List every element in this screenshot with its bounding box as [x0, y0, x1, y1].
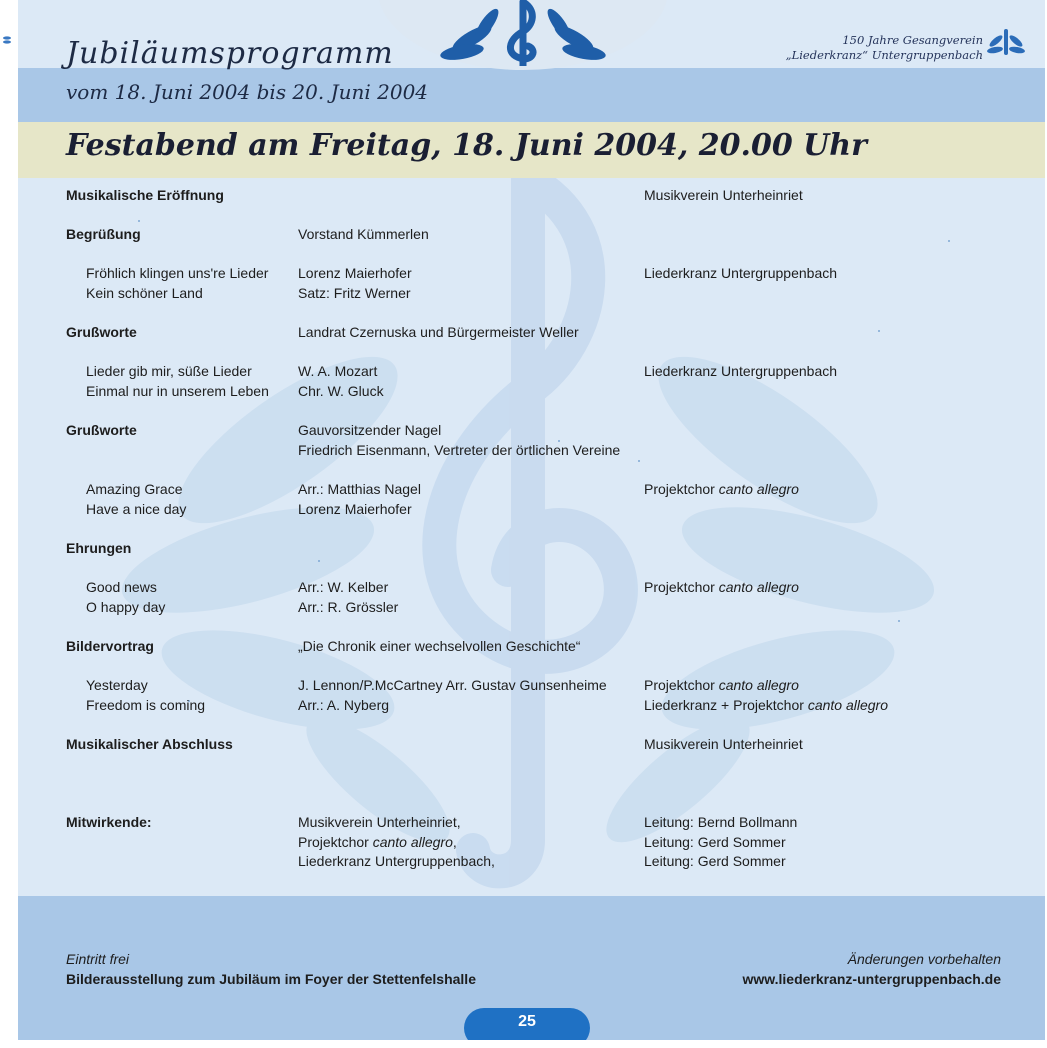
association-name	[786, 33, 983, 63]
program-detail: Arr.: R. Grössler	[298, 598, 399, 615]
program-performer: Liederkranz Untergruppenbach	[644, 363, 838, 379]
participants-label: Mitwirkende:	[66, 814, 152, 830]
program-item: Good news	[86, 579, 157, 595]
program-detail: Landrat Czernuska und Bürgermeister Weller	[298, 324, 579, 340]
association-line-2: „Liederkranz“ Untergruppenbach	[785, 48, 983, 62]
admission-note: Eintritt frei	[66, 951, 130, 967]
association-line-1: 150 Jahre Gesangverein	[842, 33, 983, 47]
program-item: Grußworte	[66, 422, 137, 438]
program-item: Fröhlich klingen uns're Lieder	[86, 265, 269, 281]
program-detail: Lorenz Maierhofer	[298, 500, 412, 517]
program-detail: Chr. W. Gluck	[298, 382, 384, 399]
participant-choir-name: canto allegro	[372, 833, 453, 850]
performer-name: Liederkranz + Projektchor	[644, 696, 808, 713]
performer-choir-name: canto allegro	[807, 696, 888, 713]
performer-choir-name: canto allegro	[718, 481, 799, 497]
program-detail: Arr.: Matthias Nagel	[298, 481, 421, 497]
program-performer	[644, 676, 799, 696]
program-detail: Arr.: W. Kelber	[298, 579, 389, 595]
treble-clef-watermark-icon	[78, 140, 978, 900]
website-link[interactable]: www.liederkranz-untergruppenbach.de	[742, 970, 1001, 987]
program-dates: vom 18. Juni 2004 bis 20. Juni 2004	[66, 80, 429, 104]
footer-right	[742, 950, 1001, 989]
program-page	[18, 0, 1045, 1040]
program-detail: Lorenz Maierhofer	[298, 265, 412, 281]
performer-name: Projektchor	[644, 481, 719, 497]
program-detail: Vorstand Kümmerlen	[298, 226, 429, 242]
program-item: Yesterday	[86, 677, 148, 693]
program-item: Einmal nur in unserem Leben	[86, 382, 269, 399]
program-item: Freedom is coming	[86, 696, 206, 713]
event-title: Festabend am Freitag, 18. Juni 2004, 20.00 Uhr	[66, 128, 867, 163]
program-detail: Satz: Fritz Werner	[298, 284, 411, 301]
changes-note: Änderungen vorbehalten	[847, 951, 1001, 967]
program-item: O happy day	[86, 598, 166, 615]
program-item: Musikalische Eröffnung	[66, 187, 224, 203]
performer-name: Projektchor	[644, 677, 719, 693]
program-item: Ehrungen	[66, 540, 132, 556]
laurel-edge-icon	[2, 34, 12, 46]
program-item: Musikalischer Abschluss	[66, 736, 233, 752]
program-performer	[644, 480, 799, 500]
participant-leader: Leitung: Gerd Sommer	[644, 853, 786, 869]
program-item: Grußworte	[66, 324, 137, 340]
speck	[898, 620, 900, 622]
program-performer: Liederkranz Untergruppenbach	[644, 265, 838, 281]
program-detail: J. Lennon/P.McCartney Arr. Gustav Gunsenheime	[298, 677, 607, 693]
speck	[138, 220, 140, 222]
page-number-badge: 25	[464, 1008, 590, 1040]
program-item: Bildervortrag	[66, 638, 154, 654]
speck	[318, 560, 320, 562]
participant-name: Musikverein Unterheinriet,	[298, 814, 461, 830]
participant-name-part: ,	[452, 833, 457, 850]
program-item: Amazing Grace	[86, 481, 183, 497]
program-performer: Musikverein Unterheinriet	[644, 736, 803, 752]
program-item: Have a nice day	[86, 500, 187, 517]
treble-clef-laurel-icon	[432, 0, 614, 66]
program-detail: Gauvorsitzender Nagel	[298, 422, 442, 438]
program-item: Kein schöner Land	[86, 284, 203, 301]
program-detail: W. A. Mozart	[298, 363, 378, 379]
program-item: Begrüßung	[66, 226, 141, 242]
laurel-emblem-icon	[987, 25, 1025, 59]
program-performer	[644, 696, 888, 716]
performer-name: Projektchor	[644, 579, 719, 595]
footer-left	[66, 950, 476, 989]
program-title: Jubiläumsprogramm	[66, 36, 394, 71]
program-detail: Friedrich Eisenmann, Vertreter der örtlichen Vereine	[298, 441, 621, 458]
speck	[638, 460, 640, 462]
exhibition-note: Bilderausstellung zum Jubiläum im Foyer der Stettenfelshalle	[66, 970, 476, 987]
program-item: Lieder gib mir, süße Lieder	[86, 363, 252, 379]
program-performer: Musikverein Unterheinriet	[644, 187, 803, 203]
program-detail: „Die Chronik einer wechselvollen Geschichte“	[298, 638, 581, 654]
participant-leader: Leitung: Gerd Sommer	[644, 833, 786, 850]
participant-leader: Leitung: Bernd Bollmann	[644, 814, 798, 830]
participant-name: Liederkranz Untergruppenbach,	[298, 853, 495, 869]
performer-choir-name: canto allegro	[718, 677, 799, 693]
speck	[878, 330, 880, 332]
program-performer	[644, 578, 799, 598]
program-detail: Arr.: A. Nyberg	[298, 696, 390, 713]
participant-name-part: Projektchor	[298, 833, 373, 850]
performer-choir-name: canto allegro	[718, 579, 799, 595]
participant-name	[298, 833, 457, 853]
speck	[948, 240, 950, 242]
